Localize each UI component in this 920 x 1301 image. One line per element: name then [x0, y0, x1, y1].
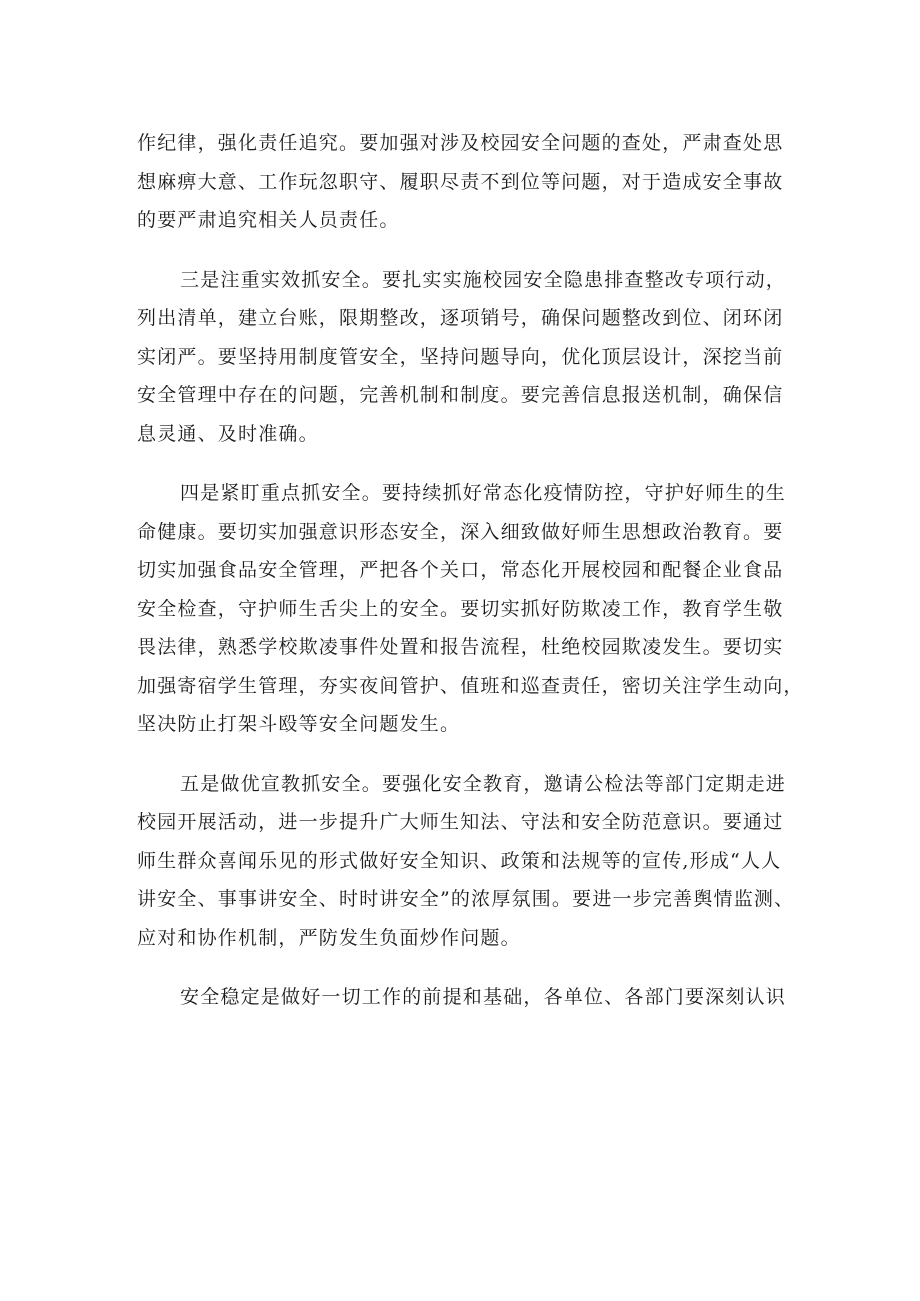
paragraph-point-three	[137, 261, 797, 454]
text-line: 实闭严。要坚持用制度管安全，坚持问题导向，优化顶层设计，深挖当前	[137, 345, 784, 368]
text-line: 畏法律，熟悉学校欺凌事件处置和报告流程，杜绝校园欺凌发生。要切实	[137, 636, 784, 658]
paragraph-conclusion	[137, 978, 797, 1017]
text-line: 的要严肃追究相关人员责任。	[137, 209, 400, 231]
paragraph-point-five	[137, 765, 797, 958]
text-line: 五是做优宣教抓安全。要强化安全教育，邀请公检法等部门定期走进	[180, 772, 787, 795]
text-line: 安全稳定是做好一切工作的前提和基础，各单位、各部门要深刻认识	[180, 986, 787, 1008]
text-line: 列出清单，建立台账，限期整改，逐项销号，确保问题整改到位、闭环闭	[137, 307, 784, 329]
paragraph-continuation	[137, 124, 797, 240]
text-line: 息灵通、及时准确。	[137, 422, 319, 445]
text-line: 命健康。要切实加强意识形态安全，深入细致做好师生思想政治教育。要	[137, 520, 784, 543]
text-line: 切实加强食品安全管理，严把各个关口，常态化开展校园和配餐企业食品	[137, 559, 784, 581]
text-line: 三是注重实效抓安全。要扎实实施校园安全隐患排查整改专项行动，	[180, 268, 787, 291]
text-line: 校园开展活动，进一步提升广大师生知法、守法和安全防范意识。要通过	[137, 811, 784, 833]
text-line: 安全检查，守护师生舌尖上的安全。要切实抓好防欺凌工作，教育学生敬	[137, 597, 784, 620]
text-line: 讲安全、事事讲安全、时时讲安全”的浓厚氛围。要进一步完善舆情监测、	[137, 888, 795, 910]
text-line: 作纪律，强化责任追究。要加强对涉及校园安全问题的查处，严肃查处思	[137, 132, 784, 154]
text-line: 四是紧盯重点抓安全。要持续抓好常态化疫情防控，守护好师生的生	[180, 482, 787, 504]
text-line: 师生群众喜闻乐见的形式做好安全知识、政策和法规等的宣传,形成“人人	[137, 849, 782, 872]
paragraph-point-four	[137, 474, 804, 744]
document-body	[137, 124, 804, 1038]
text-line: 安全管理中存在的问题，完善机制和制度。要完善信息报送机制，确保信	[137, 384, 784, 406]
text-line: 想麻痹大意、工作玩忽职守、履职尽责不到位等问题，对于造成安全事故	[137, 170, 784, 193]
text-line: 加强寄宿学生管理，夯实夜间管护、值班和巡查责任，密切关注学生动向，	[137, 674, 804, 697]
text-line: 应对和协作机制，严防发生负面炒作问题。	[137, 926, 521, 949]
text-line: 坚决防止打架斗殴等安全问题发生。	[137, 713, 461, 735]
